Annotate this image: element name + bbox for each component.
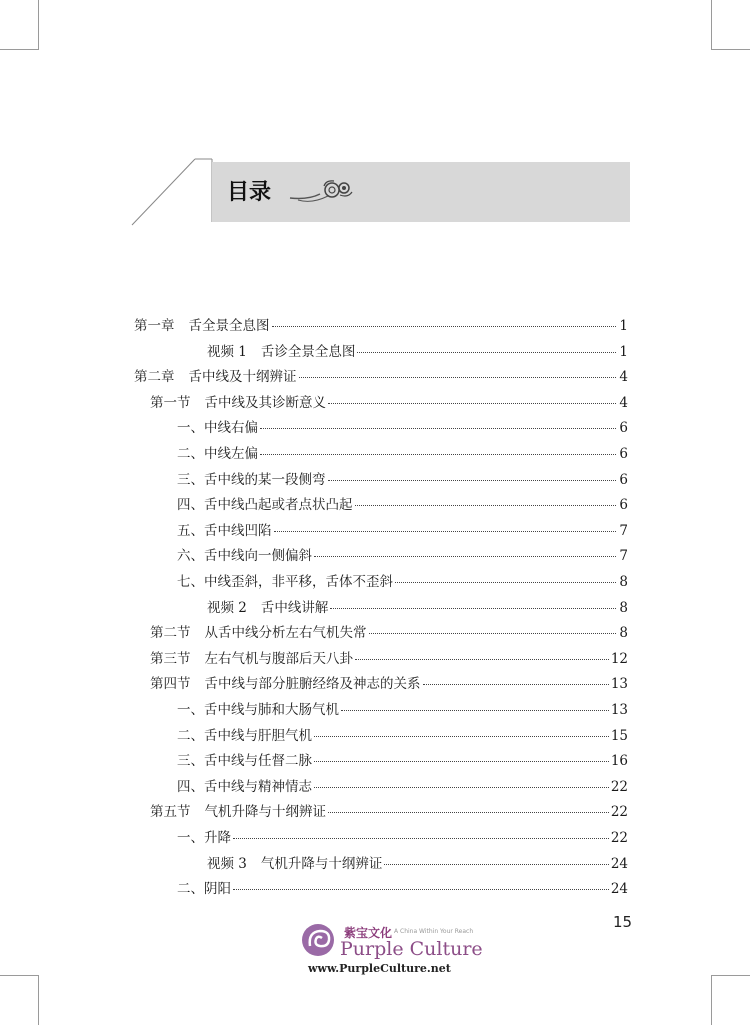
toc-leader-dots — [355, 659, 609, 660]
toc-entry-title: 舌全景全息图 — [188, 318, 270, 334]
toc-entry[interactable] — [177, 493, 628, 514]
toc-entry-page: 22 — [610, 830, 628, 846]
toc-entry-label: 第四节 — [150, 676, 191, 693]
toc-entry[interactable] — [150, 391, 628, 409]
toc-entry-page: 24 — [610, 881, 628, 898]
title-banner — [212, 162, 630, 222]
toc-leader-dots — [357, 352, 616, 353]
toc-entry-page: 13 — [610, 676, 628, 693]
toc-entry-page: 6 — [619, 446, 628, 462]
toc-entry-title: 一、中线右偏 — [177, 420, 258, 437]
page-title: 目录 — [227, 180, 272, 205]
toc-entry[interactable] — [150, 647, 628, 665]
toc-entry-title: 舌中线及十纲辨证 — [188, 369, 297, 386]
cloud-ornament-icon — [288, 178, 354, 204]
crop-mark — [0, 975, 38, 976]
toc-entry-label: 视频 2 — [207, 599, 247, 616]
toc-entry-title: 三、舌中线与任督二脉 — [177, 753, 312, 770]
toc-entry-page: 16 — [610, 753, 628, 770]
toc-entry[interactable] — [150, 672, 628, 693]
toc-entry-title: 五、舌中线凹陷 — [177, 522, 272, 539]
toc-entry-title: 舌中线讲解 — [260, 599, 329, 616]
toc-entry-label: 第一节 — [150, 394, 191, 411]
toc-entry-page: 15 — [610, 727, 628, 744]
toc-entry[interactable] — [177, 416, 628, 437]
toc-entry-page: 7 — [619, 548, 628, 565]
toc-leader-dots — [299, 377, 617, 378]
toc-entry-title: 气机升降与十纲辨证 — [260, 855, 383, 872]
crop-mark — [38, 975, 39, 1025]
toc-entry-page: 22 — [610, 778, 628, 795]
toc-leader-dots — [314, 761, 609, 762]
toc-entry-page: 8 — [619, 599, 628, 616]
toc-entry[interactable] — [177, 775, 628, 793]
toc-leader-dots — [233, 889, 609, 890]
watermark-cn: 紫宝文化 — [344, 926, 393, 940]
toc-entry-page: 7 — [619, 522, 628, 539]
toc-leader-dots — [314, 556, 616, 557]
watermark-name: Purple Culture — [340, 938, 483, 960]
watermark-url: www.PurpleCulture.net — [308, 962, 451, 975]
toc-entry[interactable] — [150, 621, 628, 642]
crop-mark — [38, 0, 39, 50]
watermark-tagline: A China Within Your Reach — [394, 928, 474, 935]
toc-entry-title: 一、舌中线与肺和大肠气机 — [177, 702, 339, 718]
toc-entry-title: 舌诊全景全息图 — [260, 343, 356, 360]
toc-leader-dots — [328, 480, 617, 481]
toc-entry[interactable] — [207, 852, 628, 870]
toc-leader-dots — [395, 582, 616, 583]
toc-entry-page: 12 — [610, 650, 628, 667]
title-slash-decoration — [130, 155, 215, 227]
toc-entry[interactable] — [134, 365, 628, 386]
toc-entry[interactable] — [177, 544, 628, 565]
toc-entry[interactable] — [150, 800, 628, 821]
toc-entry[interactable] — [207, 340, 628, 358]
toc-entry-label: 视频 1 — [207, 343, 247, 360]
toc-entry-title: 二、舌中线与肝胆气机 — [177, 727, 312, 744]
toc-leader-dots — [314, 736, 609, 737]
toc-entry-page: 4 — [619, 394, 628, 411]
crop-mark — [0, 49, 38, 50]
toc-entry[interactable] — [177, 749, 628, 770]
toc-entry-page: 1 — [619, 343, 628, 360]
toc-entry-page: 13 — [610, 702, 628, 718]
toc-leader-dots — [328, 812, 609, 813]
toc-entry[interactable] — [207, 596, 628, 614]
toc-entry-label: 第三节 — [150, 650, 191, 667]
toc-entry-label: 第二章 — [134, 369, 175, 386]
toc-entry-title: 二、中线左偏 — [177, 446, 258, 462]
toc-entry[interactable] — [177, 570, 628, 588]
toc-entry-label: 视频 3 — [207, 855, 247, 872]
toc-entry-title: 一、升降 — [177, 830, 231, 846]
toc-entry-label: 第二节 — [150, 625, 191, 642]
toc-entry[interactable] — [177, 442, 628, 460]
crop-mark — [712, 49, 750, 50]
toc-entry-page: 8 — [619, 625, 628, 642]
toc-entry-page: 6 — [619, 497, 628, 514]
toc-entry[interactable] — [134, 314, 628, 332]
toc-leader-dots — [260, 428, 616, 429]
toc-entry-page: 6 — [619, 471, 628, 488]
crop-mark — [712, 975, 750, 976]
toc-leader-dots — [369, 633, 617, 634]
toc-leader-dots — [423, 684, 609, 685]
toc-leader-dots — [272, 326, 617, 327]
toc-entry-page: 22 — [610, 804, 628, 821]
toc-leader-dots — [260, 454, 616, 455]
toc-leader-dots — [341, 710, 609, 711]
page-number: 15 — [613, 913, 633, 931]
toc-entry-label: 第五节 — [150, 804, 191, 821]
toc-leader-dots — [384, 864, 608, 865]
toc-entry-page: 6 — [619, 420, 628, 437]
toc-entry[interactable] — [177, 468, 628, 486]
toc-entry-title: 六、舌中线向一侧偏斜 — [177, 548, 312, 565]
toc-leader-dots — [314, 787, 609, 788]
toc-entry-title: 四、舌中线凸起或者点状凸起 — [177, 497, 353, 514]
toc-entry-title: 从舌中线分析左右气机失常 — [204, 625, 367, 642]
toc-entry-title: 七、中线歪斜，非平移，舌体不歪斜 — [177, 574, 393, 590]
toc-entry-title: 四、舌中线与精神情志 — [177, 778, 312, 795]
toc-entry-page: 24 — [610, 855, 628, 872]
toc-leader-dots — [355, 505, 617, 506]
toc-leader-dots — [274, 531, 617, 532]
toc-entry-title: 气机升降与十纲辨证 — [204, 804, 326, 821]
purple-culture-logo-icon — [300, 922, 340, 958]
toc-entry-page: 8 — [619, 574, 628, 590]
toc-entry-title: 二、阴阳 — [177, 881, 231, 898]
toc-leader-dots — [330, 608, 616, 609]
toc-entry-label: 第一章 — [134, 318, 175, 334]
toc-entry-page: 4 — [619, 369, 628, 386]
toc-entry[interactable] — [177, 519, 628, 537]
toc-entry[interactable] — [177, 877, 628, 898]
crop-mark — [711, 975, 712, 1025]
toc-entry-title: 舌中线及其诊断意义 — [204, 394, 326, 411]
toc-leader-dots — [328, 403, 616, 404]
toc-leader-dots — [233, 838, 609, 839]
toc-entry-page: 1 — [619, 318, 628, 334]
toc-entry-title: 舌中线与部分脏腑经络及神志的关系 — [204, 676, 421, 693]
toc-entry[interactable] — [177, 826, 628, 844]
toc-entry-title: 左右气机与腹部后天八卦 — [204, 650, 353, 667]
toc-entry[interactable] — [177, 724, 628, 742]
toc-entry-title: 三、舌中线的某一段侧弯 — [177, 471, 326, 488]
crop-mark — [711, 0, 712, 50]
toc-entry[interactable] — [177, 698, 628, 716]
